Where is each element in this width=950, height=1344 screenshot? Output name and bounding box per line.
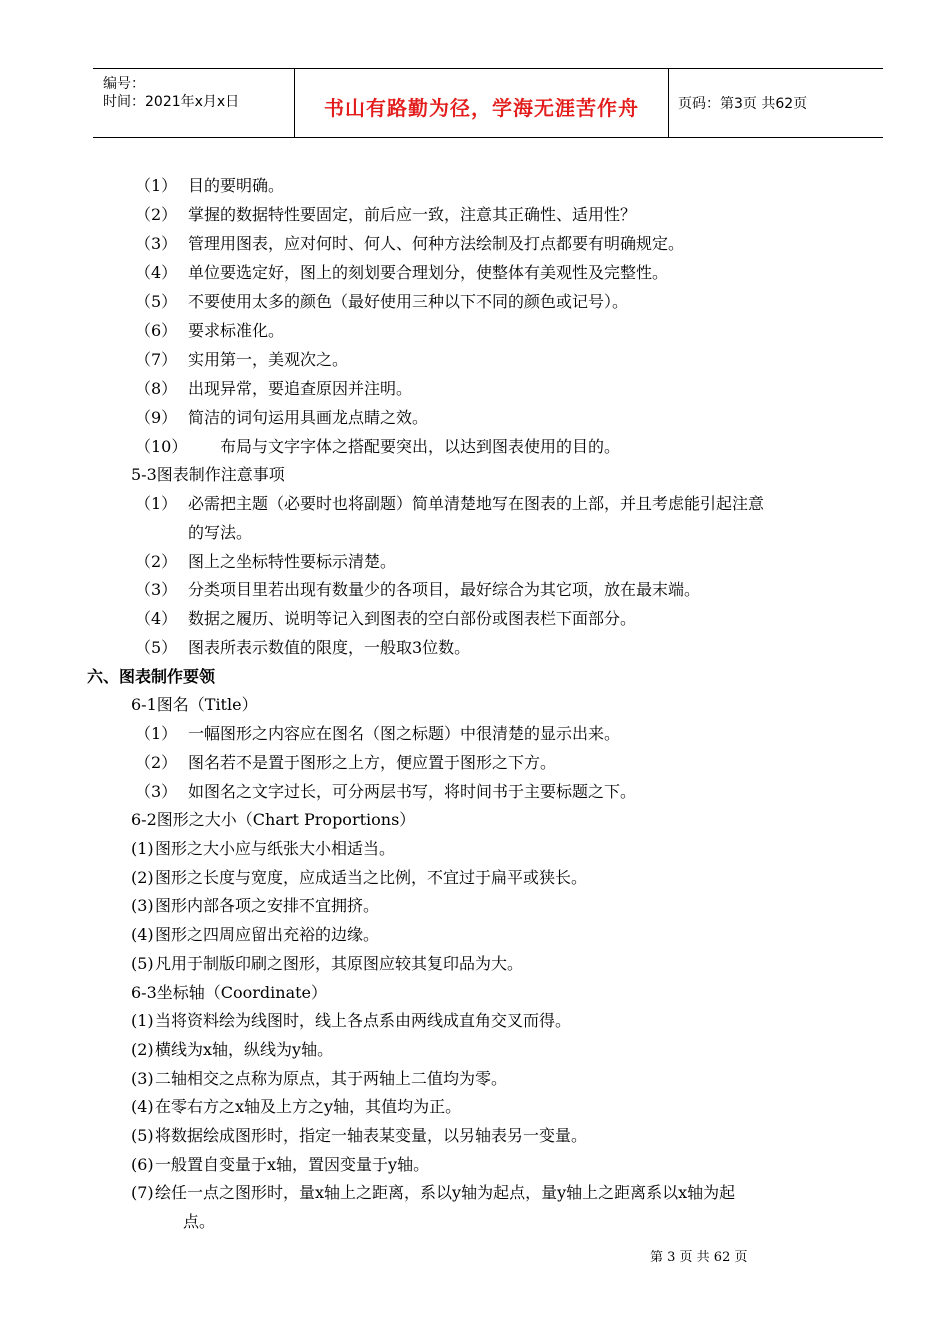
item-number: （1）: [135, 494, 178, 513]
item-number: （9）: [135, 408, 178, 427]
subsection-title-6-2: 6-2图形之大小（Chart Proportions）: [131, 810, 416, 829]
item-number: (4): [131, 925, 154, 944]
item-number: （7）: [135, 350, 178, 369]
item-text: 一般置自变量于x轴，置因变量于y轴。: [155, 1155, 430, 1174]
item-text: 当将资料绘为线图时，线上各点系由两线成直角交叉而得。: [155, 1011, 572, 1030]
item-text: 出现异常，要追查原因并注明。: [188, 379, 413, 398]
item-text: 掌握的数据特性要固定，前后应一致，注意其正确性、适用性？: [188, 205, 637, 224]
section-title-5-3: 5-3图表制作注意事项: [131, 465, 285, 484]
item-number: (5): [131, 1126, 154, 1145]
item-number: (5): [131, 954, 154, 973]
item-text: 实用第一，美观次之。: [188, 350, 349, 369]
item-number: (1): [131, 1011, 154, 1030]
item-number: （3）: [135, 234, 178, 253]
item-text: 单位要选定好，图上的刻划要合理划分，使整体有美观性及完整性。: [188, 263, 669, 282]
item-text: 必需把主题（必要时也将副题）简单清楚地写在图表的上部，并且考虑能引起注意: [188, 494, 765, 513]
item-number: （3）: [135, 782, 178, 801]
item-number: （4）: [135, 609, 178, 628]
header-meta-cell: [93, 69, 294, 137]
subsection-title-6-1: 6-1图名（Title）: [131, 695, 258, 714]
header-page-cell: [668, 69, 883, 137]
item-number: （2）: [135, 205, 178, 224]
page-footer: 第 3 页 共 62 页: [650, 1250, 748, 1265]
item-number: （6）: [135, 321, 178, 340]
page-label: 页码：第3页 共62页: [678, 96, 808, 112]
item-text: 图形之大小应与纸张大小相适当。: [155, 839, 396, 858]
item-continuation: 点。: [183, 1212, 216, 1231]
item-text: 图形之四周应留出充裕的边缘。: [155, 925, 380, 944]
item-text: 图形内部各项之安排不宜拥挤。: [155, 896, 380, 915]
item-number: （1）: [135, 724, 178, 743]
item-text: 不要使用太多的颜色（最好使用三种以下不同的颜色或记号）。: [188, 292, 629, 311]
item-text: 如图名之文字过长，可分两层书写，将时间书于主要标题之下。: [188, 782, 637, 801]
item-number: (2): [131, 868, 154, 887]
item-number: （1）: [135, 176, 178, 195]
item-continuation: 的写法。: [188, 523, 253, 542]
item-number: （3）: [135, 580, 178, 599]
item-number: (2): [131, 1040, 154, 1059]
item-number: (7): [131, 1183, 154, 1202]
item-text: 二轴相交之点称为原点，其于两轴上二值均为零。: [155, 1069, 508, 1088]
item-number: （4）: [135, 263, 178, 282]
item-text: 管理用图表，应对何时、何人、何种方法绘制及打点都要有明确规定。: [188, 234, 685, 253]
time-label: 时间：2021年x月x日: [103, 94, 240, 110]
item-text: 绘任一点之图形时，量x轴上之距离，系以y轴为起点，量y轴上之距离系以x轴为起: [155, 1183, 736, 1202]
item-text: 布局与文字字体之搭配要突出，以达到图表使用的目的。: [220, 437, 621, 456]
item-number: （5）: [135, 638, 178, 657]
item-number: （10）: [135, 437, 188, 456]
section-heading-6: 六、图表制作要领: [87, 667, 216, 686]
item-text: 简洁的词句运用具画龙点睛之效。: [188, 408, 429, 427]
item-number: （8）: [135, 379, 178, 398]
item-number: (4): [131, 1097, 154, 1116]
header-motto-cell: [294, 69, 669, 137]
serial-label: 编号：: [103, 76, 145, 92]
item-text: 图表所表示数值的限度，一般取3位数。: [188, 638, 471, 657]
item-number: （2）: [135, 552, 178, 571]
item-text: 一幅图形之内容应在图名（图之标题）中很清楚的显示出来。: [188, 724, 621, 743]
item-text: 将数据绘成图形时，指定一轴表某变量，以另轴表另一变量。: [155, 1126, 588, 1145]
item-number: (1): [131, 839, 154, 858]
item-text: 目的要明确。: [188, 176, 285, 195]
motto-text: 书山有路勤为径，学海无涯苦作舟: [324, 96, 639, 120]
item-number: (3): [131, 896, 154, 915]
item-number: （5）: [135, 292, 178, 311]
page-header: [93, 68, 883, 138]
item-number: (3): [131, 1069, 154, 1088]
item-text: 分类项目里若出现有数量少的各项目，最好综合为其它项，放在最末端。: [188, 580, 701, 599]
item-text: 图名若不是置于图形之上方，便应置于图形之下方。: [188, 753, 557, 772]
item-number: （2）: [135, 753, 178, 772]
item-text: 凡用于制版印刷之图形，其原图应较其复印品为大。: [155, 954, 524, 973]
subsection-title-6-3: 6-3坐标轴（Coordinate）: [131, 983, 328, 1002]
item-text: 图形之长度与宽度，应成适当之比例，不宜过于扁平或狭长。: [155, 868, 588, 887]
item-number: (6): [131, 1155, 154, 1174]
item-text: 图上之坐标特性要标示清楚。: [188, 552, 397, 571]
item-text: 数据之履历、说明等记入到图表的空白部份或图表栏下面部分。: [188, 609, 637, 628]
item-text: 在零右方之x轴及上方之y轴，其值均为正。: [155, 1097, 462, 1116]
item-text: 要求标准化。: [188, 321, 285, 340]
item-text: 横线为x轴，纵线为y轴。: [155, 1040, 334, 1059]
